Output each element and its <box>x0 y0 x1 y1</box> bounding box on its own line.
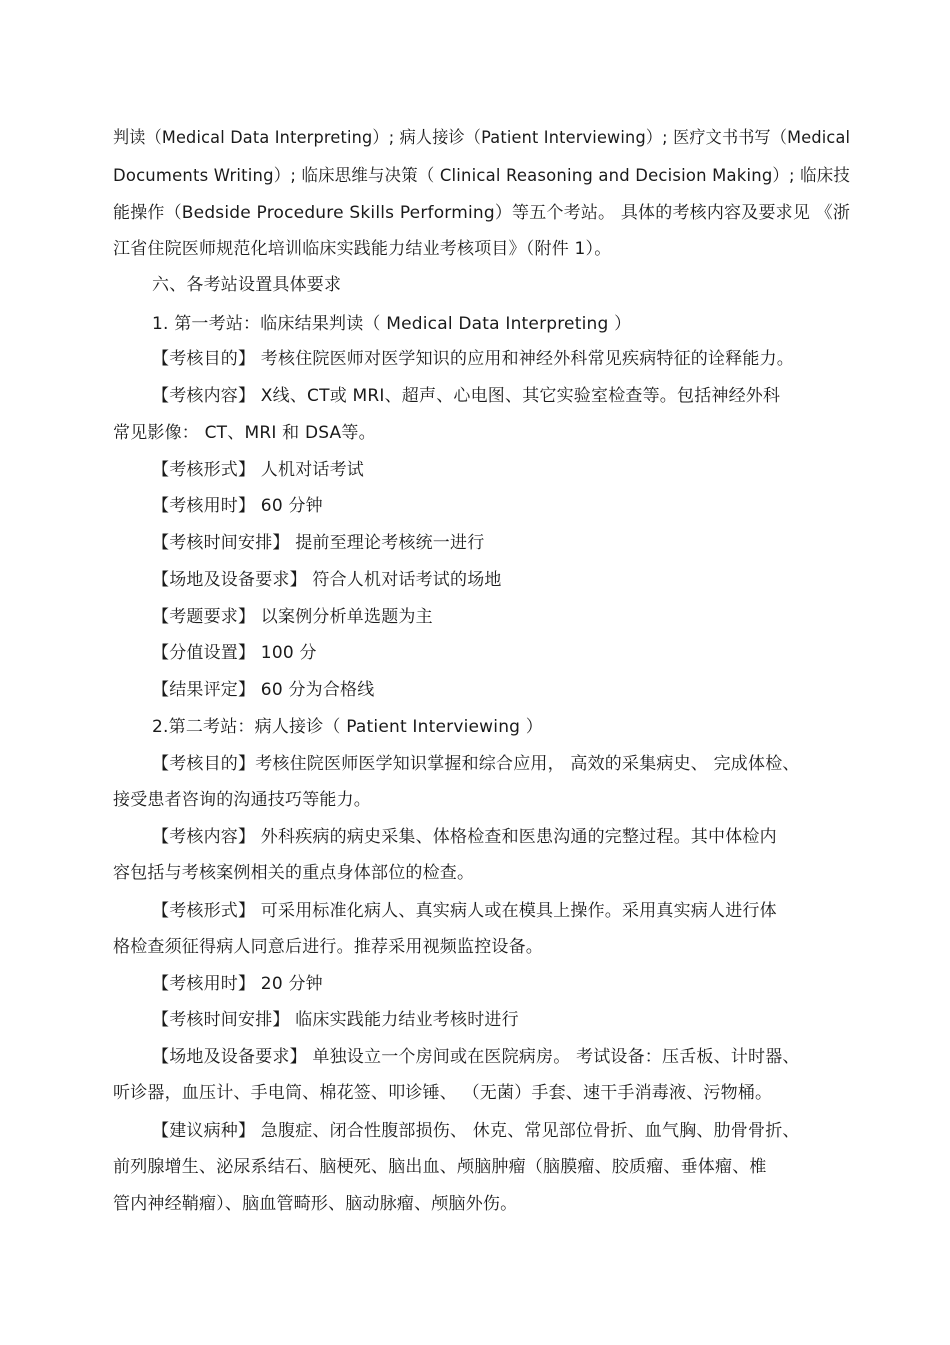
paragraph-line: 【考核用时】 20 分钟 <box>152 974 323 994</box>
paragraph-line: 【考核内容】 X线、CT或 MRI、超声、心电图、其它实验室检查等。包括神经外科 <box>152 386 781 406</box>
paragraph-line: 【场地及设备要求】 单独设立一个房间或在医院病房。 考试设备：压舌板、计时器、 <box>152 1047 800 1067</box>
paragraph-line: 前列腺增生、泌尿系结石、脑梗死、脑出血、颅脑肿瘤（脑膜瘤、胶质瘤、垂体瘤、椎 <box>113 1157 767 1177</box>
paragraph-line: Documents Writing）; 临床思维与决策（ Clinical Reasoning and Decision Making）; 临床技 <box>113 166 851 186</box>
paragraph-line: 江省住院医师规范化培训临床实践能力结业考核项目》（附件 1）。 <box>113 239 612 259</box>
paragraph-line: 【考题要求】 以案例分析单选题为主 <box>152 607 433 627</box>
paragraph-line: 【考核用时】 60 分钟 <box>152 496 323 516</box>
paragraph-line: 判读（Medical Data Interpreting）; 病人接诊（Patient Interviewing）; 医疗文书书写（Medical <box>113 128 851 148</box>
paragraph-line: 【场地及设备要求】 符合人机对话考试的场地 <box>152 570 502 590</box>
paragraph-line: 管内神经鞘瘤）、脑血管畸形、脑动脉瘤、颅脑外伤。 <box>113 1194 518 1214</box>
paragraph-line: 【考核形式】 人机对话考试 <box>152 460 365 480</box>
paragraph-line: 【考核形式】 可采用标准化病人、真实病人或在模具上操作。采用真实病人进行体 <box>152 901 777 921</box>
paragraph-line: 【考核目的】 考核住院医师对医学知识的应用和神经外科常见疾病特征的诠释能力。 <box>152 349 795 369</box>
paragraph-line: 【分值设置】 100 分 <box>152 643 317 663</box>
paragraph-line: 常见影像： CT、MRI 和 DSA等。 <box>113 423 376 443</box>
subsection-heading: 1. 第一考站：临床结果判读（ Medical Data Interpreting ） <box>152 314 632 334</box>
paragraph-line: 【考核目的】考核住院医师医学知识掌握和综合应用， 高效的采集病史、 完成体检、 <box>152 754 800 774</box>
paragraph-line: 能操作（Bedside Procedure Skills Performing）等五个考站。 具体的考核内容及要求见 《浙 <box>113 203 851 223</box>
paragraph-line: 【建议病种】 急腹症、闭合性腹部损伤、 休克、常见部位骨折、血气胸、肋骨骨折、 <box>152 1121 800 1141</box>
paragraph-line: 格检查须征得病人同意后进行。推荐采用视频监控设备。 <box>113 937 543 957</box>
paragraph-line: 接受患者咨询的沟通技巧等能力。 <box>113 790 371 810</box>
paragraph-line: 容包括与考核案例相关的重点身体部位的检查。 <box>113 863 475 883</box>
subsection-heading: 2.第二考站：病人接诊（ Patient Interviewing ） <box>152 717 543 737</box>
paragraph-line: 【考核时间安排】 临床实践能力结业考核时进行 <box>152 1010 519 1030</box>
paragraph-line: 【考核时间安排】 提前至理论考核统一进行 <box>152 533 485 553</box>
section-heading: 六、各考站设置具体要求 <box>152 275 342 295</box>
paragraph-line: 听诊器，血压计、手电筒、棉花签、叩诊锤、 （无菌）手套、速干手消毒液、污物桶。 <box>113 1083 773 1103</box>
paragraph-line: 【考核内容】 外科疾病的病史采集、体格检查和医患沟通的完整过程。其中体检内 <box>152 827 777 847</box>
paragraph-line: 【结果评定】 60 分为合格线 <box>152 680 375 700</box>
